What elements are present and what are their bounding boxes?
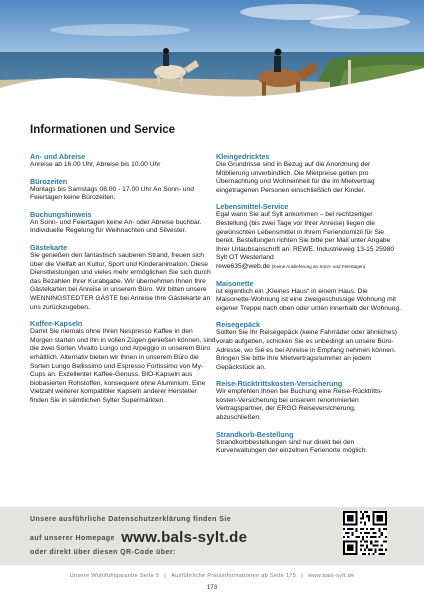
section-buchungshinweis — [30, 210, 216, 236]
delivery-note: (Keine Auslieferung an Sonn- und Feiertagen) — [271, 263, 366, 269]
section-heading: Kleingedricktes — [216, 152, 270, 161]
section-heading: Maisonette — [216, 278, 254, 288]
homepage-link[interactable]: www.bals-sylt.de — [121, 529, 248, 546]
section-body: Strandkorbbestellungen sind nur direkt bei den Kurverwaltungen der einzelnen Ferienorte möglich. — [216, 438, 368, 455]
section-body: ist eigentlich ein „Kleines Haus“ in einem Haus. Die Maisonette-Wohnung ist eine zweigeschossige Wohnung mit eigener Treppe nach oben oder unten innerhalb der Wohnung. — [216, 287, 402, 312]
section-body: Sie genießen den fantastisch sauberen Strand, freuen sich über die Vielfalt an Kultur, Sport und Kinderanimation. Diese Dienstleistungen und vieles mehr ermöglichen Sie sich durch das Bezahlen Ihrer Kurabgabe. Wir übernehmen Ihnen Ihre Gästekarten bei Anreise in unserem Büro. Wir bitten unsere WENNINGSTEDTER GÄSTE bei Anreise Ihre Gästekarte an uns zurückzugeben. — [30, 251, 211, 311]
footer-website-link[interactable]: www.bals-sylt.de — [307, 573, 355, 579]
qr-code[interactable] — [343, 511, 387, 555]
section-kaffee-kapseln — [30, 319, 216, 405]
section-reisegepaeck — [216, 320, 402, 372]
section-body: Sollten Sie Ihr Reisegepäck (keine Fahrräder oder ähnliches) vorab aufgeben, schicken Sie es unbedingt an unsere Büro-Adresse, wo Sie es bei Anreise in Empfang nehmen können. Bringen Sie bitte Ihre Mietvertragsnummer an jedem Gepäckstück an. — [216, 329, 398, 371]
section-lebensmittel-service — [216, 202, 402, 271]
footer-guarantee: Unsere Wohlfühlgarantie Seite 5 — [69, 573, 160, 579]
section-body: Anreise ab 16.00 Uhr, Abreise bis 10.00 Uhr — [30, 161, 161, 168]
footer-separator: | — [301, 573, 303, 579]
section-body: Egal wann Sie auf Sylt ankommen – bei rechtzeitiger Bestellung (bis zwei Tage vor Ihrer Anreise) liegen die gewünschten Lebensmittel in Ihrem Feriendomizil für Sie bereit. Bestellungen richten Sie bitte per Mail unter Angabe Ihrer Urlaubsanschrift an: REWE, Industrieweg 13-15 25980 Sylt OT Westerland — [216, 211, 395, 262]
section-heading: Bürozeiten — [30, 176, 68, 186]
promo-line-3: oder direkt über diesen QR-Code über: — [30, 549, 176, 556]
section-body: Wir empfehlen Ihnen bei Buchung eine Reise-Rücktritts-kosten-Versicherung bei unserem renommierten Vertragspartner, der ERGO Reiseversicherung, abzuschließen. — [216, 388, 383, 422]
section-strandkorb — [216, 430, 402, 456]
section-email-line — [216, 263, 402, 272]
hero-beach-riders-illustration — [0, 0, 424, 120]
section-heading: Strandkorb-Bestellung — [216, 429, 294, 439]
footer-separator: | — [164, 573, 167, 579]
section-reise-ruecktritt — [216, 379, 402, 422]
section-heading: An- und Abreise — [30, 152, 86, 161]
left-column — [30, 152, 216, 412]
section-body: Damit Sie niemals ohne Ihren Nespresso Kaffee in den Morgen starten und ihn in vollen Zügen genießen können, sind die zwei Sorten Vivalto Lungo und Arpeggio in unserem Büro erhältlich. Alternativ bieten wir Ihnen in unserem Büro die Sorten Lungo Bellissimo und Espresso Fortissimo von My-Cups an. Exzellenter Kaffee-Genuss. BIO-Kapseln aus biobasierten Rohstoffen, konsequent ohne Aluminium. Eine Vielzahl weiterer kompatibler Kapseln anderer Hersteller finden Sie in sämtlichen Sylter Supermärkten. — [30, 328, 216, 404]
section-heading: Buchungshinweis — [30, 209, 92, 219]
section-body: Die Grundrisse sind in Bezug auf die Anordnung der Möblierung unverbindlich. Die Mietpreise gelten pro Übernachtung und Wohneinheit für die im Mietvertrag eingetragenen Personen einschließlich der Kinder. — [216, 161, 375, 194]
qr-code-image — [343, 511, 387, 555]
section-an-und-abreise — [30, 152, 216, 170]
promo-line-2 — [30, 529, 247, 546]
page-footer — [0, 573, 424, 579]
promo-line-2-prefix: auf unserer Homepage — [30, 535, 115, 542]
section-heading: Reisegepäck — [216, 320, 260, 330]
section-body: An Sonn- und Feiertagen keine An- oder Abreise buchbar. Individuelle Regelung für Weihnachten und Silvester. — [30, 218, 202, 235]
footer-prices: Ausführliche Preisinformationen ab Seite 175 — [171, 573, 297, 579]
section-heading: Lebensmittel-Service — [216, 202, 289, 212]
right-column — [216, 152, 402, 463]
page-title: Informationen und Service — [30, 124, 176, 136]
rewe-email-link[interactable]: rewe635@web.de — [216, 262, 271, 270]
page-number: 173 — [206, 584, 218, 591]
section-maisonette — [216, 279, 402, 314]
section-heading: Gästekarte — [30, 242, 68, 252]
hero-image — [0, 0, 424, 120]
section-buerozeiten — [30, 177, 216, 203]
section-heading: Reise-Rücktrittskosten-Versicherung — [216, 379, 343, 389]
section-heading: Kaffee-Kapseln — [30, 319, 83, 329]
promo-line-1: Unsere ausführliche Datenschutzerklärung finden Sie — [30, 516, 232, 523]
section-body: Montags bis Samstags 08.00 - 17.00 Uhr An Sonn- und Feiertagen keine Bürozeiten. — [30, 185, 194, 202]
section-kleingedricktes — [216, 152, 402, 195]
section-gaestekarte — [30, 243, 216, 312]
